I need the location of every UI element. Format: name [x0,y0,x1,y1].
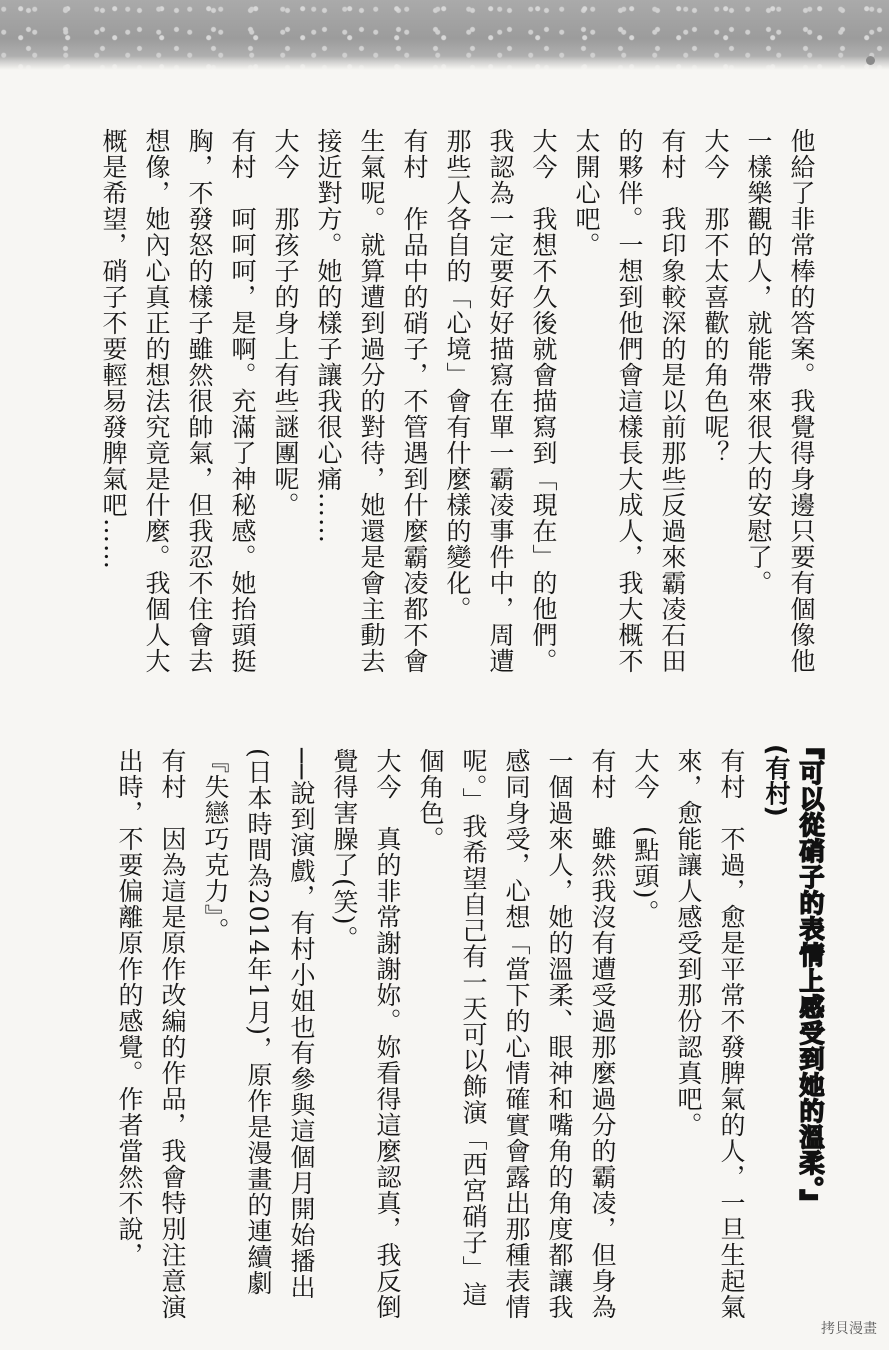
pull-quote-heading [759,734,827,1310]
paragraph: 大今 我想不久後就會描寫到「現在」的他們。我認為一定要好好描寫在單一霸凌事件中，周遭那些人各自的「心境」會有什麼樣的變化。 [443,128,558,674]
pull-quote: 『可以從硝子的表情上感受到她的溫柔。』 [796,734,825,1216]
screentone-banner [0,0,889,70]
paragraph: 有村 我印象較深的是以前那些反過來霸凌石田的夥伴。一想到他們會這樣長大成人，我大概不太開心吧。 [572,128,687,674]
paragraph: 有村 作品中的硝子，不管遇到什麼霸凌都不會生氣呢。就算遭到過分的對待，她還是會主動去接近對方。她的樣子讓我很心痛…… [314,128,429,674]
paragraph: 有村 雖然我沒有遭受過那麼過分的霸凌，但身為一個過來人，她的溫柔、眼神和嘴角的角度都讓我感同身受，心想「當下的心情確實會露出那種表情呢。」我希望自己有一天可以飾演「西宮硝子」這個角色。 [416,748,617,1320]
paragraph: 大今 那不太喜歡的角色呢？ [701,128,730,466]
binding-mark [866,56,875,65]
pull-quote-speaker: (有村) [762,744,791,817]
paragraph: 大今 真的非常謝謝妳。妳看得這麼認真，我反倒覺得害臊了(笑)。 [330,748,402,1320]
paragraph: 大今 那孩子的身上有些謎團呢。 [271,128,300,518]
paragraph: 有村 不過，愈是平常不發脾氣的人，一旦生起氣來，愈能讓人感受到那份認真吧。 [674,748,746,1320]
interview-top-section [92,128,823,688]
paragraph: 他給了非常棒的答案。我覺得身邊只要有個像他一樣樂觀的人，就能帶來很大的安慰了。 [744,128,816,674]
watermark: 拷貝漫畫 [821,1321,877,1337]
paragraph: 有村 呵呵呵，是啊。充滿了神秘感。她抬頭挺胸，不發怒的樣子雖然很帥氣，但我忍不住會去想像，她內心真正的想法究竟是什麼。我個人大概是希望，硝子不要輕易發脾氣吧…… [99,128,257,674]
paragraph: 有村 因為這是原作改編的作品，我會特別注意演出時，不要偏離原作的感覺。作者當然不說， [115,748,187,1320]
paragraph: 大今 (點頭)。 [631,748,660,926]
paragraph: ──說到演戲，有村小姐也有參與這個月開始播出(日本時間為2014年1月)，原作是漫畫的連續劇『失戀巧克力』。 [201,748,316,1301]
interview-bottom-section [108,748,753,1320]
